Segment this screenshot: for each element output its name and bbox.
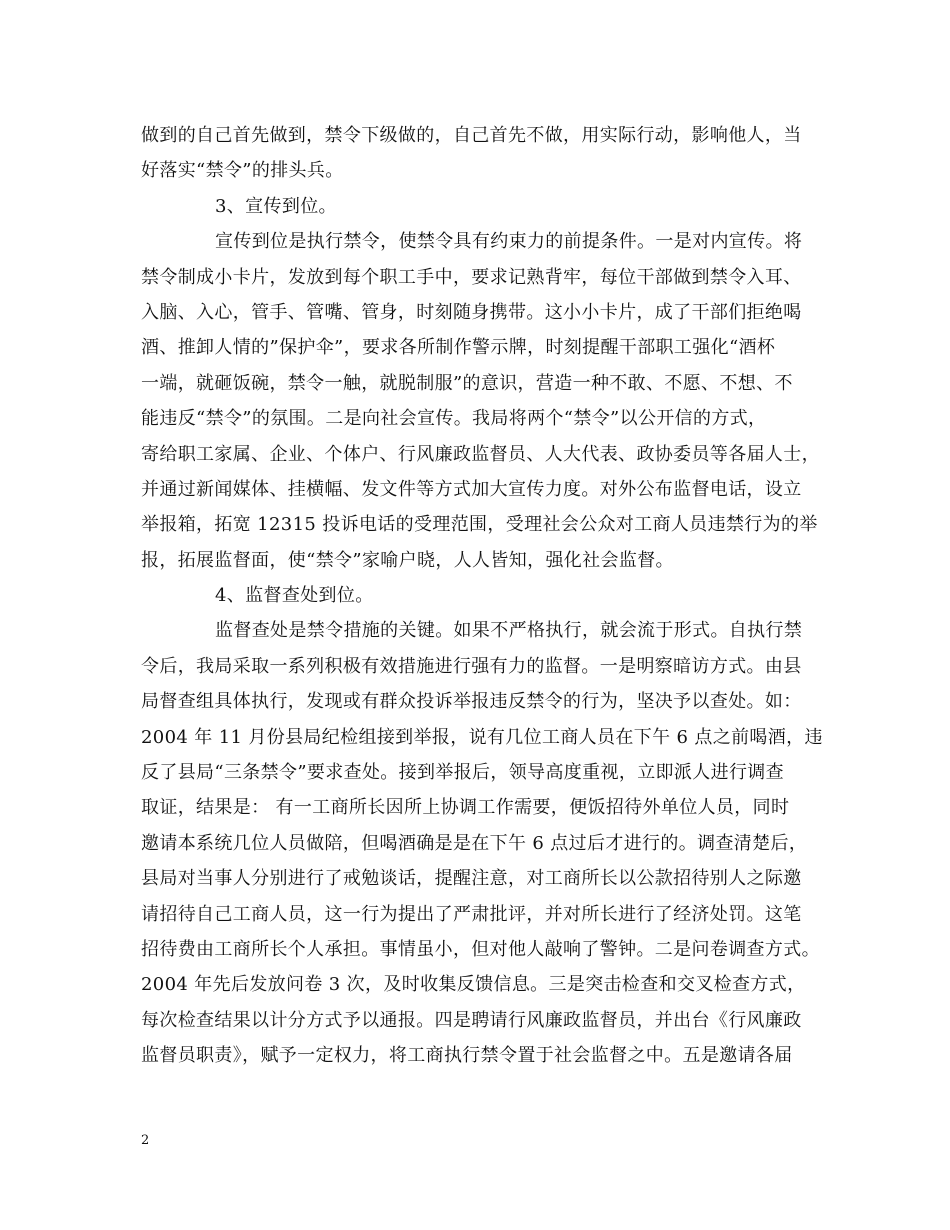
text-line: 宣传到位是执行禁令，使禁令具有约束力的前提条件。一是对内宣传。将 [215, 231, 803, 253]
text-line: 令后，我局采取一系列积极有效措施进行强有力的监督。一是明察暗访方式。由县 [141, 655, 802, 677]
text-line: 监督查处是禁令措施的关键。如果不严格执行，就会流于形式。自执行禁 [215, 620, 803, 642]
page-number: 2 [141, 1133, 150, 1148]
text-line: 邀请本系统几位人员做陪，但喝酒确是是在下午 6 点过后才进行的。调查清楚后， [141, 832, 808, 854]
text-line: 做到的自己首先做到，禁令下级做的，自己首先不做，用实际行动，影响他人，当 [141, 125, 802, 146]
text-line: 能违反“禁令”的氛围。二是向社会宣传。我局将两个“禁令”以公开信的方式， [141, 408, 767, 430]
text-line: 一端，就砸饭碗，禁令一触，就脱制服”的意识，营造一种不敢、不愿、不想、不 [141, 372, 793, 394]
text-line: 禁令制成小卡片，发放到每个职工手中，要求记熟背牢，每位干部做到禁令入耳、 [141, 266, 802, 288]
text-line: 局督查组具体执行，发现或有群众投诉举报违反禁令的行为，坚决予以查处。如： [141, 691, 802, 713]
section-heading: 3、宣传到位。 [215, 195, 337, 217]
text-line: 取证，结果是： 有一工商所长因所上协调工作需要，便饭招待外单位人员，同时 [141, 797, 790, 819]
text-line: 报，拓展监督面，使“禁令”家喻户晓，人人皆知，强化社会监督。 [141, 549, 674, 571]
text-line: 招待费由工商所长个人承担。事情虽小，但对他人敲响了警钟。二是问卷调查方式。 [141, 938, 820, 960]
text-line: 好落实“禁令”的排头兵。 [141, 160, 344, 182]
text-line: 2004 年 11 月份县局纪检组接到举报，说有几位工商人员在下午 6 点之前喝酒，违 [141, 726, 823, 748]
text-line: 监督员职责》，赋予一定权力，将工商执行禁令置于社会监督之中。五是邀请各届 [141, 1045, 793, 1067]
text-line: 酒、推卸人情的”保护伞”，要求各所制作警示牌，时刻提醒干部职工强化“酒杯 [141, 337, 776, 359]
text-line: 并通过新闻媒体、挂横幅、发文件等方式加大宣传力度。对外公布监督电话，设立 [141, 478, 802, 500]
text-line: 入脑、入心，管手、管嘴、管身，时刻随身携带。这小小卡片，成了干部们拒绝喝 [141, 301, 802, 323]
text-line: 寄给职工家属、企业、个体户、行风廉政监督员、人大代表、政协委员等各届人士， [141, 443, 820, 465]
text-line: 举报箱，拓宽 12315 投诉电话的受理范围，受理社会公众对工商人员违禁行为的举 [141, 514, 818, 536]
text-line: 每次检查结果以计分方式予以通报。四是聘请行风廉政监督员，并出台《行风廉政 [141, 1009, 802, 1031]
text-line: 反了县局“三条禁令”要求查处。接到举报后，领导高度重视，立即派人进行调查 [141, 762, 785, 784]
text-line: 县局对当事人分别进行了戒勉谈话，提醒注意，对工商所长以公款招待别人之际邀 [141, 868, 802, 890]
section-heading: 4、监督查处到位。 [215, 585, 374, 607]
text-line: 2004 年先后发放问卷 3 次，及时收集反馈信息。三是突击检查和交叉检查方式， [141, 974, 806, 996]
text-line: 请招待自己工商人员，这一行为提出了严肃批评，并对所长进行了经济处罚。这笔 [141, 903, 802, 925]
body-text [141, 118, 831, 1074]
